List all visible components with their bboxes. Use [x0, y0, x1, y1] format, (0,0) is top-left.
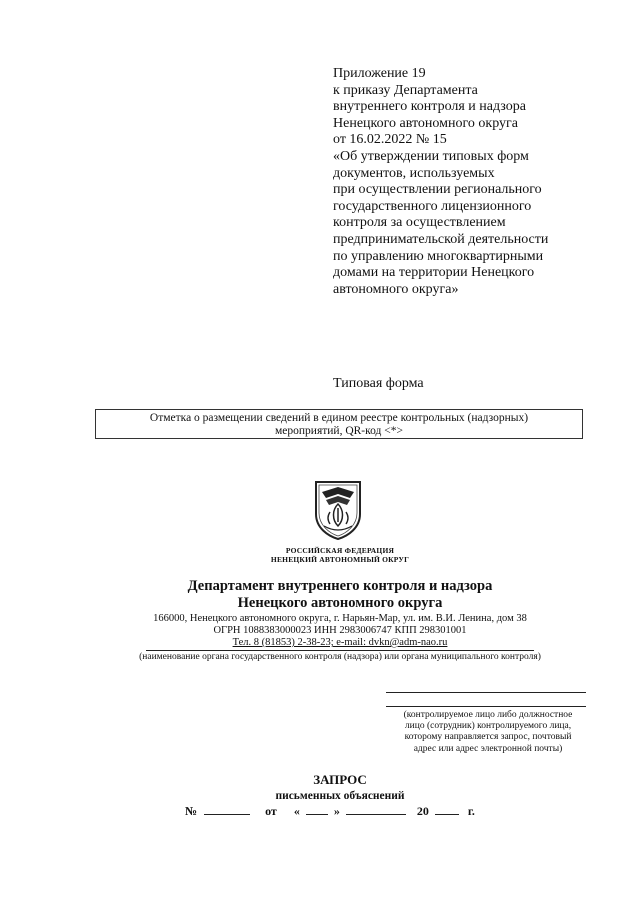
- country-region-caption: [180, 547, 500, 564]
- region-name: НЕНЕЦКИЙ АВТОНОМНЫЙ ОКРУГ: [270, 554, 410, 564]
- quote-open: «: [293, 804, 300, 818]
- department-name: [100, 578, 580, 612]
- coat-of-arms-icon: [312, 478, 364, 540]
- recipient-line-2: [386, 706, 586, 707]
- qr-box-line2: мероприятий, QR-код <*>: [275, 425, 403, 437]
- appendix-line: «Об утверждении типовых форм: [333, 148, 529, 164]
- request-title: ЗАПРОС: [313, 772, 367, 787]
- appendix-line: при осуществлении регионального: [333, 182, 542, 198]
- authority-underline: [146, 650, 534, 651]
- recipient-caption-line: которому направляется запрос, почтовый: [404, 732, 572, 743]
- address-line: 166000, Ненецкого автономного округа, г. Нарьян-Мар, ул. им. В.И. Ленина, дом 38: [153, 613, 527, 624]
- qr-registry-box: [95, 409, 583, 439]
- recipient-caption-line: лицо (сотрудник) контролируемого лица,: [404, 721, 572, 732]
- day-blank: [306, 803, 328, 815]
- appendix-line: внутреннего контроля и надзора: [333, 99, 526, 115]
- number-sign: №: [185, 804, 198, 818]
- form-type-label: Типовая форма: [333, 376, 424, 391]
- appendix-line: государственного лицензионного: [333, 198, 532, 214]
- appendix-line: Ненецкого автономного округа: [333, 115, 518, 131]
- year-blank: [435, 803, 459, 815]
- request-number-date-line: [185, 803, 515, 819]
- from-word: от: [265, 804, 277, 818]
- appendix-line: документов, используемых: [333, 165, 495, 181]
- recipient-caption: [388, 710, 588, 755]
- recipient-caption-line: (контролируемое лицо либо должностное: [403, 710, 573, 720]
- department-line2: Ненецкого автономного округа: [237, 595, 443, 611]
- appendix-line: автономного округа»: [333, 281, 459, 297]
- appendix-line: домами на территории Ненецкого: [333, 265, 535, 281]
- appendix-line: Приложение 19: [333, 66, 426, 81]
- recipient-caption-line: адрес или адрес электронной почты): [413, 743, 563, 754]
- appendix-line: от 16.02.2022 № 15: [333, 132, 447, 148]
- registration-numbers: ОГРН 1088383000023 ИНН 2983006747 КПП 298301001: [213, 625, 467, 636]
- year-prefix: 20: [416, 804, 429, 818]
- authority-caption: (наименование органа государственного контроля (надзора) или органа муниципального контроля): [139, 652, 541, 662]
- qr-box-line1: Отметка о размещении сведений в едином реестре контрольных (надзорных): [149, 412, 529, 424]
- year-suffix: г.: [467, 804, 475, 818]
- recipient-line-1: [386, 692, 586, 693]
- appendix-header: [333, 66, 623, 298]
- number-blank: [204, 803, 250, 815]
- department-line1: Департамент внутреннего контроля и надзора: [187, 578, 493, 594]
- month-blank: [346, 803, 406, 815]
- department-address: [100, 613, 580, 649]
- contact-phone-email: Тел. 8 (81853) 2-38-23; e-mail: dvkn@adm-nao.ru: [232, 637, 448, 648]
- appendix-line: к приказу Департамента: [333, 82, 478, 98]
- appendix-line: предпринимательской деятельности: [333, 231, 549, 247]
- appendix-line: контроля за осуществлением: [333, 215, 506, 231]
- appendix-line: по управлению многоквартирными: [333, 248, 544, 264]
- country-name: РОССИЙСКАЯ ФЕДЕРАЦИЯ: [285, 546, 395, 555]
- request-subtitle: письменных объяснений: [275, 790, 405, 802]
- quote-close: »: [333, 804, 340, 818]
